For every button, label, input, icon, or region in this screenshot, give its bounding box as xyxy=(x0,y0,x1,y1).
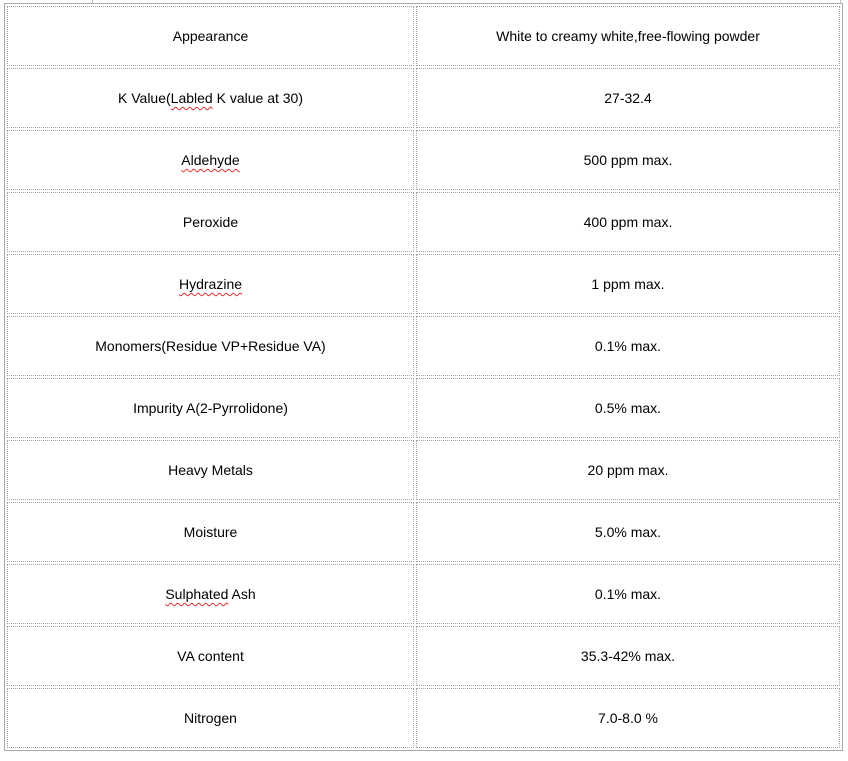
table-row xyxy=(7,192,840,252)
value-label: 400 ppm max. xyxy=(583,214,673,230)
value-cell xyxy=(416,564,840,624)
table-row xyxy=(7,316,840,376)
property-label-misspelled: Aldehyde xyxy=(181,152,240,168)
property-label-misspelled: Labled xyxy=(170,90,213,106)
table-row xyxy=(7,378,840,438)
property-label: VA content xyxy=(177,648,244,664)
property-cell xyxy=(7,502,414,562)
property-label-misspelled: Hydrazine xyxy=(178,276,243,292)
property-label: Impurity A(2-Pyrrolidone) xyxy=(133,400,288,416)
value-cell xyxy=(416,502,840,562)
property-label: Nitrogen xyxy=(184,710,237,726)
value-label: 20 ppm max. xyxy=(587,462,669,478)
property-label-suffix: Ash xyxy=(228,586,256,602)
value-label: 5.0% max. xyxy=(594,524,662,540)
value-cell xyxy=(416,192,840,252)
table-row xyxy=(7,254,840,314)
property-label: Heavy Metals xyxy=(168,462,253,478)
property-label-misspelled: Sulphated xyxy=(165,586,229,602)
value-cell xyxy=(416,626,840,686)
specification-table xyxy=(4,3,843,751)
table-row xyxy=(7,68,840,128)
property-label: Moisture xyxy=(183,524,238,540)
value-label: White to creamy white,free-flowing powder xyxy=(496,28,760,44)
property-cell xyxy=(7,6,414,66)
table-row xyxy=(7,440,840,500)
property-label-prefix: K Value( xyxy=(118,90,171,106)
property-label: Peroxide xyxy=(182,214,239,230)
property-cell xyxy=(7,130,414,190)
value-cell xyxy=(416,130,840,190)
value-label: 35.3-42% max. xyxy=(580,648,676,664)
value-cell xyxy=(416,316,840,376)
property-cell xyxy=(7,688,414,748)
value-label: 7.0-8.0 % xyxy=(598,710,658,726)
value-cell xyxy=(416,68,840,128)
table-row xyxy=(7,502,840,562)
table-row xyxy=(7,6,840,66)
table-row xyxy=(7,626,840,686)
table-row xyxy=(7,688,840,748)
property-cell xyxy=(7,626,414,686)
value-label: 0.5% max. xyxy=(594,400,662,416)
value-label: 27-32.4 xyxy=(604,90,652,106)
table-row xyxy=(7,564,840,624)
value-cell xyxy=(416,254,840,314)
table-row xyxy=(7,130,840,190)
property-label-suffix: K value at 30) xyxy=(212,90,303,106)
property-cell xyxy=(7,440,414,500)
value-label: 500 ppm max. xyxy=(583,152,673,168)
value-cell xyxy=(416,688,840,748)
value-cell xyxy=(416,440,840,500)
value-label: 0.1% max. xyxy=(594,338,662,354)
value-cell xyxy=(416,378,840,438)
property-cell xyxy=(7,192,414,252)
property-cell xyxy=(7,316,414,376)
property-label: Appearance xyxy=(172,28,249,44)
value-cell xyxy=(416,6,840,66)
property-cell xyxy=(7,564,414,624)
property-label: Monomers(Residue VP+Residue VA) xyxy=(95,338,326,354)
property-cell xyxy=(7,254,414,314)
value-label: 1 ppm max. xyxy=(591,276,665,292)
property-cell xyxy=(7,68,414,128)
property-cell xyxy=(7,378,414,438)
value-label: 0.1% max. xyxy=(594,586,662,602)
